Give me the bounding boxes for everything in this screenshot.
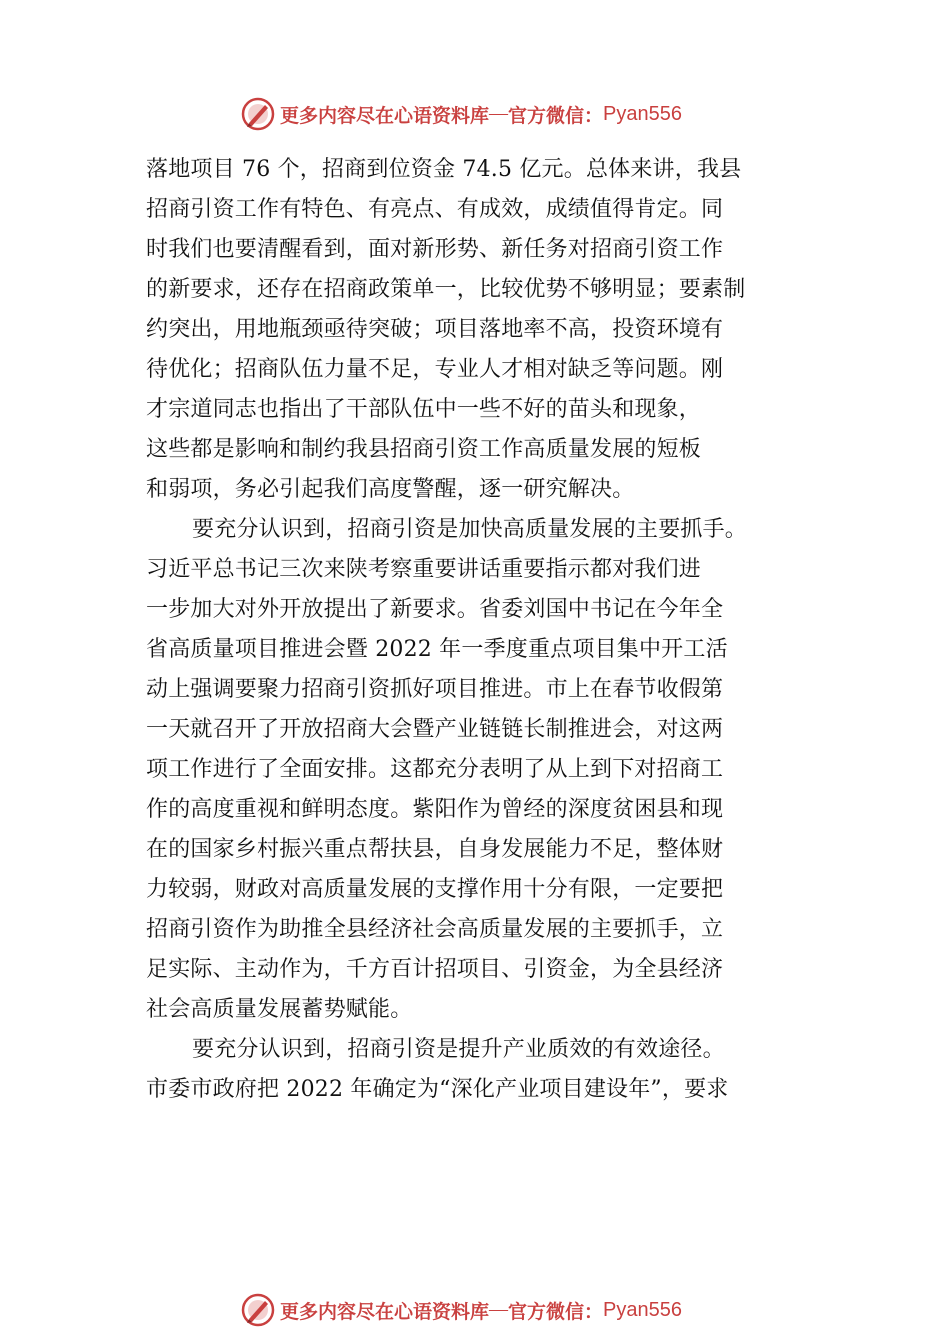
pen-circle-logo-icon xyxy=(240,1292,276,1328)
text-line: 项工作进行了全面安排。这都充分表明了从上到下对招商工 xyxy=(146,757,724,782)
text-line: 招商引资工作有特色、有亮点、有成效，成绩值得肯定。同 xyxy=(146,197,724,222)
text-line: 这些都是影响和制约我县招商引资工作高质量发展的短板 xyxy=(146,437,702,462)
watermark-label: 官方微信： xyxy=(508,1300,604,1323)
watermark-dash: — xyxy=(489,1299,509,1320)
text-line: 约突出，用地瓶颈亟待突破；项目落地率不高，投资环境有 xyxy=(146,317,724,342)
watermark-handle: Pyan556 xyxy=(603,1298,682,1321)
text-line: 在的国家乡村振兴重点帮扶县，自身发展能力不足，整体财 xyxy=(146,837,724,862)
document-body xyxy=(146,150,822,1110)
text-line: 作的高度重视和鲜明态度。紫阳作为曾经的深度贫困县和现 xyxy=(146,797,724,822)
text-line: 省高质量项目推进会暨 2022 年一季度重点项目集中开工活 xyxy=(146,637,728,662)
footer-watermark xyxy=(240,1290,760,1330)
paragraph-start-line: 要充分认识到，招商引资是提升产业质效的有效途径。 xyxy=(192,1037,725,1062)
text-line: 招商引资作为助推全县经济社会高质量发展的主要抓手，立 xyxy=(146,917,724,942)
text-line: 落地项目 76 个，招商到位资金 74.5 亿元。总体来讲，我县 xyxy=(146,157,742,182)
watermark-label: 官方微信： xyxy=(508,104,604,127)
watermark-text: 更多内容尽在心语资料库 xyxy=(280,1300,490,1323)
text-line: 待优化；招商队伍力量不足，专业人才相对缺乏等问题。刚 xyxy=(146,357,724,382)
text-line: 一步加大对外开放提出了新要求。省委刘国中书记在今年全 xyxy=(146,597,724,622)
text-line: 动上强调要聚力招商引资抓好项目推进。市上在春节收假第 xyxy=(146,677,724,702)
pen-circle-logo-icon xyxy=(240,96,276,132)
text-line: 习近平总书记三次来陕考察重要讲话重要指示都对我们进 xyxy=(146,557,702,582)
text-line: 的新要求，还存在招商政策单一，比较优势不够明显；要素制 xyxy=(146,277,746,302)
text-line: 足实际、主动作为，千方百计招项目、引资金，为全县经济 xyxy=(146,957,724,982)
text-line: 一天就召开了开放招商大会暨产业链链长制推进会，对这两 xyxy=(146,717,724,742)
text-line: 和弱项，务必引起我们高度警醒，逐一研究解决。 xyxy=(146,477,635,502)
watermark-handle: Pyan556 xyxy=(603,102,682,125)
paragraph-start-line: 要充分认识到，招商引资是加快高质量发展的主要抓手。 xyxy=(192,517,748,542)
text-line: 社会高质量发展蓄势赋能。 xyxy=(146,997,413,1022)
watermark-text: 更多内容尽在心语资料库 xyxy=(280,104,490,127)
text-line: 力较弱，财政对高质量发展的支撑作用十分有限，一定要把 xyxy=(146,877,724,902)
text-line: 市委市政府把 2022 年确定为“深化产业项目建设年”，要求 xyxy=(146,1077,729,1102)
watermark-dash: — xyxy=(489,103,509,124)
text-line: 时我们也要清醒看到，面对新形势、新任务对招商引资工作 xyxy=(146,237,724,262)
text-line: 才宗道同志也指出了干部队伍中一些不好的苗头和现象， xyxy=(146,397,702,422)
header-watermark xyxy=(240,94,760,134)
